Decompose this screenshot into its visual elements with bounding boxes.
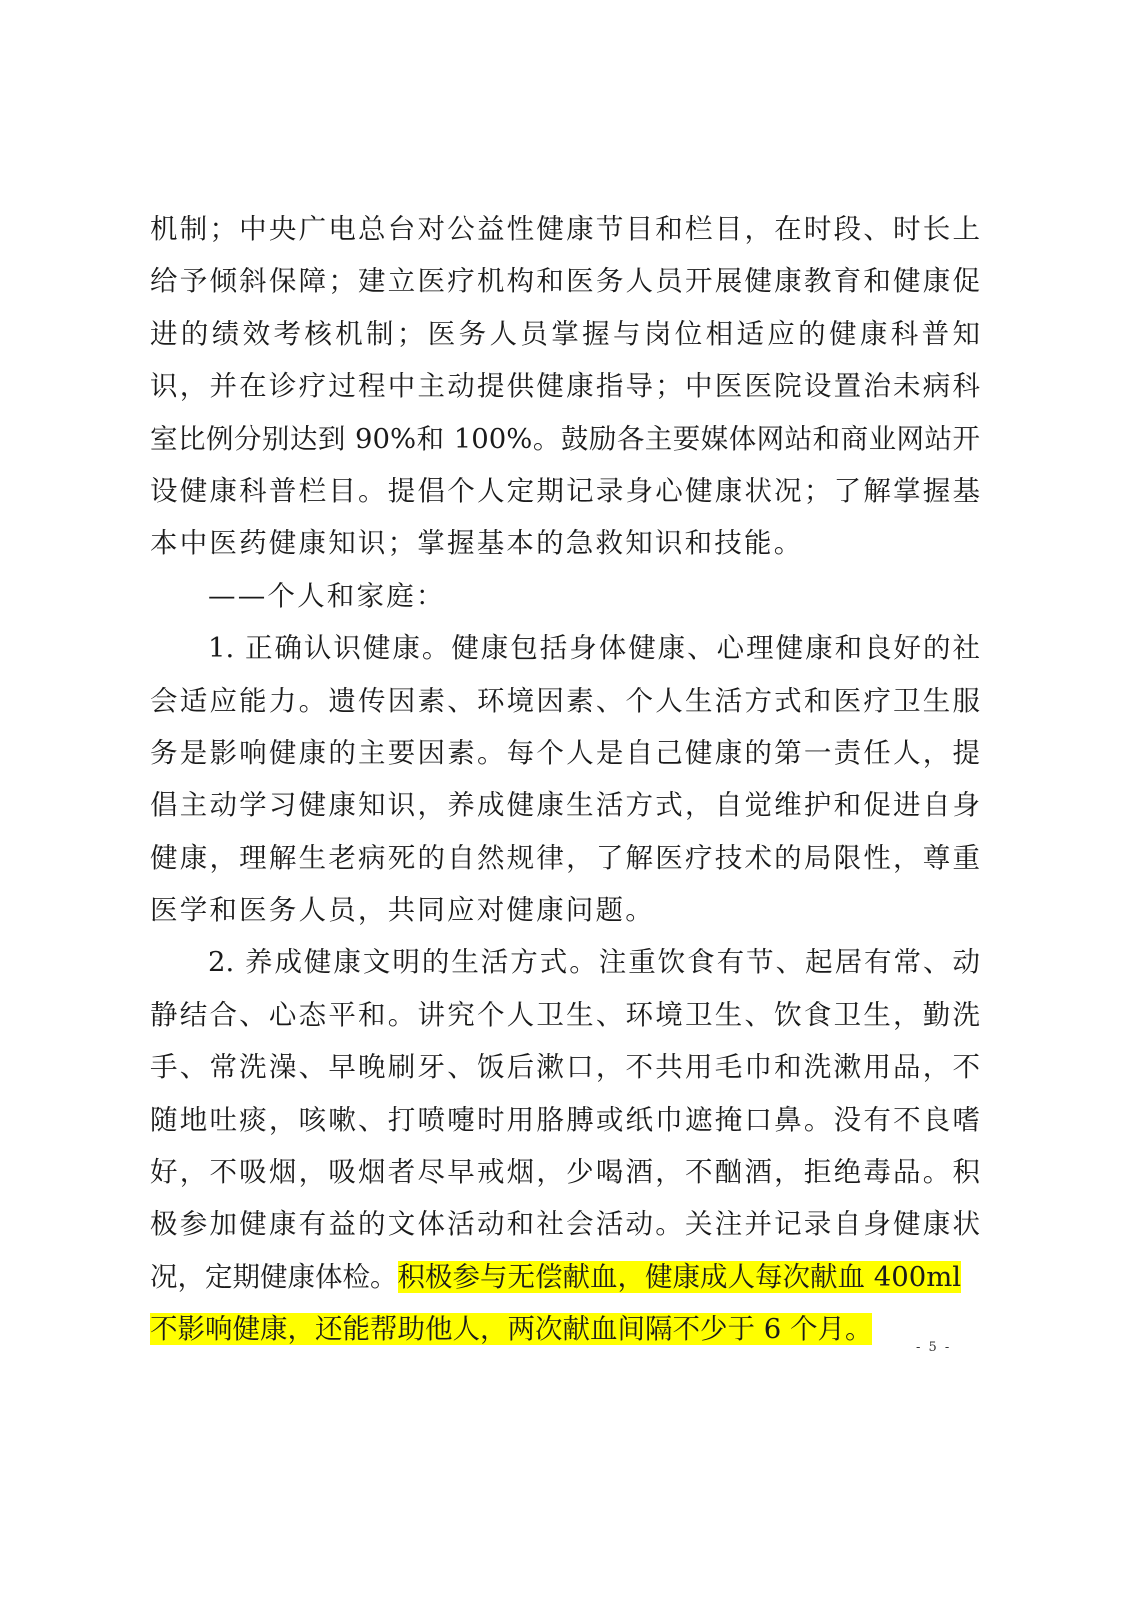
text-line: 务是影响健康的主要因素。每个人是自己健康的第一责任人，提 (150, 736, 980, 769)
text-line: 设健康科普栏目。提倡个人定期记录身心健康状况；了解掌握基 (150, 474, 980, 507)
text-line: 健康，理解生老病死的自然规律，了解医疗技术的局限性，尊重 (150, 841, 980, 874)
text-line: 识，并在诊疗过程中主动提供健康指导；中医医院设置治未病科 (150, 370, 980, 403)
text-line: 医学和医务人员，共同应对健康问题。 (150, 894, 655, 927)
text-line: 室比例分别达到 90%和 100%。鼓励各主要媒体网站和商业网站开 (150, 422, 980, 455)
item-1-paragraph (150, 622, 980, 936)
item-2-paragraph (150, 936, 980, 1355)
highlighted-text: 不影响健康，还能帮助他人，两次献血间隔不少于 6 个月。 (150, 1313, 873, 1346)
text-line: 给予倾斜保障；建立医疗机构和医务人员开展健康教育和健康促 (150, 265, 980, 298)
text-line: 极参加健康有益的文体活动和社会活动。关注并记录自身健康状 (150, 1208, 980, 1241)
text-line: 1. 正确认识健康。健康包括身体健康、心理健康和良好的社 (208, 632, 980, 665)
text-line: 会适应能力。遗传因素、环境因素、个人生活方式和医疗卫生服 (150, 684, 980, 717)
text-line: 倡主动学习健康知识，养成健康生活方式，自觉维护和促进自身 (150, 789, 980, 822)
text-line: 随地吐痰，咳嗽、打喷嚏时用胳膊或纸巾遮掩口鼻。没有不良嗜 (150, 1103, 980, 1136)
plain-text: 况，定期健康体检。 (150, 1260, 398, 1293)
text-line: 手、常洗澡、早晚刷牙、饭后漱口，不共用毛巾和洗漱用品，不 (150, 1051, 980, 1084)
text-line: 好，不吸烟，吸烟者尽早戒烟，少喝酒，不酗酒，拒绝毒品。积 (150, 1156, 980, 1189)
document-body (150, 203, 980, 1356)
text-line (150, 1251, 980, 1303)
section-heading: ——个人和家庭： (208, 579, 446, 612)
text-line: 进的绩效考核机制；医务人员掌握与岗位相适应的健康科普知 (150, 317, 980, 350)
page-number: - 5 - (916, 1340, 952, 1355)
text-line: 2. 养成健康文明的生活方式。注重饮食有节、起居有常、动 (208, 946, 980, 979)
text-line: 本中医药健康知识；掌握基本的急救知识和技能。 (150, 527, 804, 560)
text-line: 机制；中央广电总台对公益性健康节目和栏目，在时段、时长上 (150, 213, 980, 245)
paragraph-continued (150, 203, 980, 570)
text-line (150, 1303, 980, 1355)
highlighted-text: 积极参与无偿献血，健康成人每次献血 400ml (397, 1260, 962, 1293)
text-line: 静结合、心态平和。讲究个人卫生、环境卫生、饮食卫生，勤洗 (150, 998, 980, 1031)
